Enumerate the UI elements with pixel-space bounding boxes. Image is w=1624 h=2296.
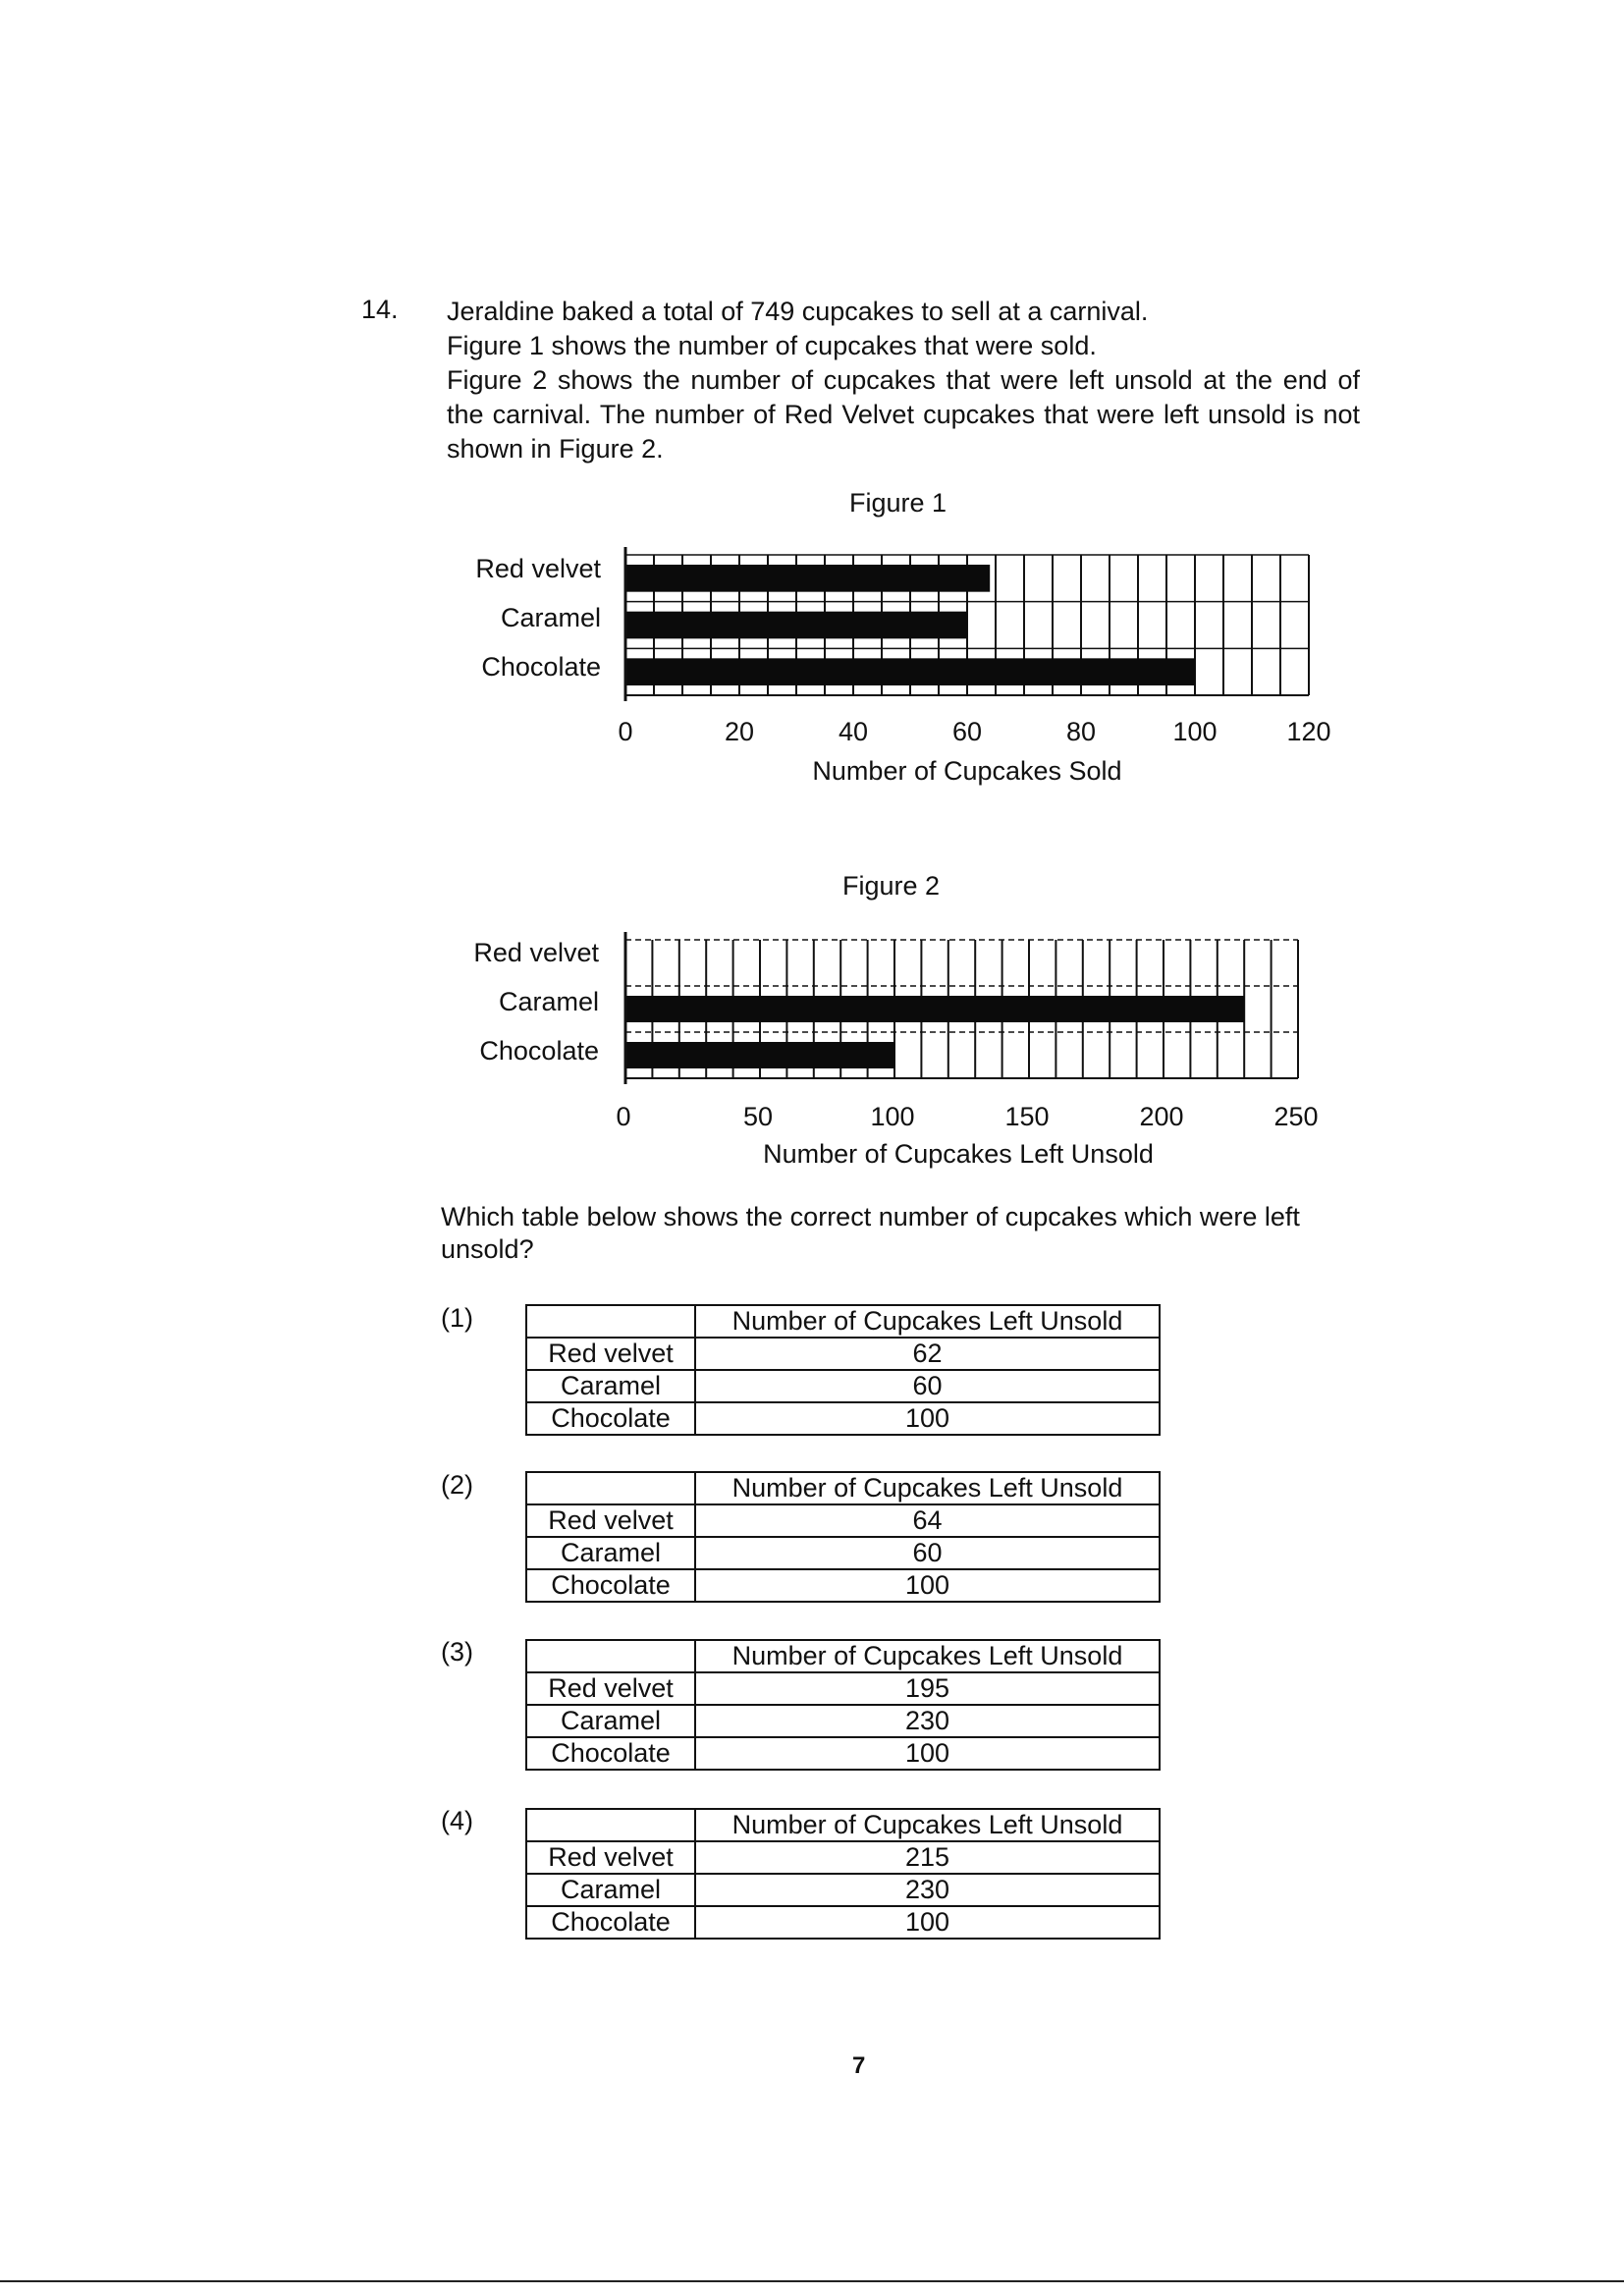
figure-2-tick: 0 bbox=[616, 1102, 631, 1131]
figure-1-x-axis-title: Number of Cupcakes Sold bbox=[812, 756, 1122, 786]
row-label: Caramel bbox=[526, 1874, 695, 1906]
row-label: Chocolate bbox=[526, 1402, 695, 1435]
table-row bbox=[526, 1338, 1160, 1370]
table-header-row bbox=[526, 1472, 1160, 1504]
page-number: 7 bbox=[852, 2052, 866, 2079]
figure-2-tick: 250 bbox=[1273, 1102, 1319, 1131]
figure-1-label-caramel: Caramel bbox=[500, 603, 601, 632]
figure-1-tick: 0 bbox=[618, 717, 633, 746]
figure-1-tick: 80 bbox=[1065, 717, 1097, 746]
question-line-2: Figure 1 shows the number of cupcakes that were sold. bbox=[447, 331, 1097, 360]
option-2-number[interactable]: (2) bbox=[441, 1470, 473, 1500]
table-row bbox=[526, 1504, 1160, 1537]
table-row bbox=[526, 1906, 1160, 1939]
figure-1-tick: 100 bbox=[1172, 717, 1218, 746]
table-row bbox=[526, 1569, 1160, 1602]
bar-chocolate bbox=[625, 1042, 894, 1068]
row-label: Caramel bbox=[526, 1537, 695, 1569]
table-corner-cell bbox=[526, 1640, 695, 1672]
bar-red-velvet bbox=[625, 565, 990, 592]
table-header-row bbox=[526, 1305, 1160, 1338]
question-line-3: Figure 2 shows the number of cupcakes that were left unsold at the end of the carnival. The number of Red Velvet cupcakes that were left unsold is not shown in Figure 2. bbox=[447, 365, 1360, 464]
row-value: 215 bbox=[695, 1841, 1160, 1874]
row-label: Chocolate bbox=[526, 1906, 695, 1939]
figure-2-plot bbox=[625, 932, 1298, 1084]
bar-caramel bbox=[625, 612, 967, 639]
table-row bbox=[526, 1370, 1160, 1402]
table-row bbox=[526, 1705, 1160, 1737]
table-header-row bbox=[526, 1809, 1160, 1841]
table-row bbox=[526, 1537, 1160, 1569]
option-1-table bbox=[525, 1304, 1161, 1436]
table-header: Number of Cupcakes Left Unsold bbox=[695, 1640, 1160, 1672]
row-value: 64 bbox=[695, 1504, 1160, 1537]
row-value: 195 bbox=[695, 1672, 1160, 1705]
table-header: Number of Cupcakes Left Unsold bbox=[695, 1809, 1160, 1841]
figure-2-tick: 150 bbox=[1004, 1102, 1050, 1131]
figure-2-tick: 50 bbox=[742, 1102, 774, 1131]
table-header: Number of Cupcakes Left Unsold bbox=[695, 1472, 1160, 1504]
figure-1-label-red-velvet: Red velvet bbox=[475, 554, 601, 583]
row-label: Red velvet bbox=[526, 1338, 695, 1370]
figure-2-label-caramel: Caramel bbox=[498, 987, 599, 1016]
figure-2-label-red-velvet: Red velvet bbox=[473, 938, 599, 967]
figure-1-label-chocolate: Chocolate bbox=[481, 652, 601, 682]
table-corner-cell bbox=[526, 1305, 695, 1338]
question-line-1: Jeraldine baked a total of 749 cupcakes to sell at a carnival. bbox=[447, 297, 1149, 326]
row-value: 100 bbox=[695, 1569, 1160, 1602]
row-label: Red velvet bbox=[526, 1672, 695, 1705]
option-3-number[interactable]: (3) bbox=[441, 1637, 473, 1667]
figure-1-title: Figure 1 bbox=[849, 488, 947, 518]
row-value: 100 bbox=[695, 1737, 1160, 1770]
figure-2-tick: 100 bbox=[870, 1102, 915, 1131]
table-header-row bbox=[526, 1640, 1160, 1672]
row-value: 62 bbox=[695, 1338, 1160, 1370]
row-label: Red velvet bbox=[526, 1841, 695, 1874]
row-label: Red velvet bbox=[526, 1504, 695, 1537]
bottom-rule bbox=[0, 2280, 1624, 2282]
bar-chocolate bbox=[625, 658, 1195, 685]
option-4-number[interactable]: (4) bbox=[441, 1806, 473, 1835]
table-row bbox=[526, 1402, 1160, 1435]
figure-2-tick: 200 bbox=[1139, 1102, 1184, 1131]
row-value: 100 bbox=[695, 1906, 1160, 1939]
row-value: 230 bbox=[695, 1874, 1160, 1906]
table-header: Number of Cupcakes Left Unsold bbox=[695, 1305, 1160, 1338]
row-value: 230 bbox=[695, 1705, 1160, 1737]
bar-caramel bbox=[625, 996, 1244, 1022]
figure-1-tick: 120 bbox=[1286, 717, 1331, 746]
table-row bbox=[526, 1672, 1160, 1705]
option-1-number[interactable]: (1) bbox=[441, 1303, 473, 1333]
row-label: Chocolate bbox=[526, 1569, 695, 1602]
figure-1-tick: 60 bbox=[951, 717, 983, 746]
figure-1-plot bbox=[625, 547, 1309, 701]
row-value: 60 bbox=[695, 1370, 1160, 1402]
row-value: 60 bbox=[695, 1537, 1160, 1569]
figure-2-label-chocolate: Chocolate bbox=[479, 1036, 599, 1066]
figure-1-tick: 40 bbox=[838, 717, 869, 746]
question-number: 14. bbox=[361, 295, 399, 324]
table-row bbox=[526, 1874, 1160, 1906]
figure-2-x-axis-title: Number of Cupcakes Left Unsold bbox=[763, 1139, 1154, 1169]
table-row bbox=[526, 1841, 1160, 1874]
option-2-table bbox=[525, 1471, 1161, 1603]
figure-1-tick: 20 bbox=[724, 717, 755, 746]
option-4-table bbox=[525, 1808, 1161, 1940]
table-row bbox=[526, 1737, 1160, 1770]
row-label: Chocolate bbox=[526, 1737, 695, 1770]
row-label: Caramel bbox=[526, 1370, 695, 1402]
table-corner-cell bbox=[526, 1472, 695, 1504]
option-3-table bbox=[525, 1639, 1161, 1771]
row-value: 100 bbox=[695, 1402, 1160, 1435]
table-corner-cell bbox=[526, 1809, 695, 1841]
row-label: Caramel bbox=[526, 1705, 695, 1737]
question-2-text: Which table below shows the correct number of cupcakes which were left unsold? bbox=[441, 1202, 1300, 1264]
figure-2-title: Figure 2 bbox=[842, 871, 941, 901]
